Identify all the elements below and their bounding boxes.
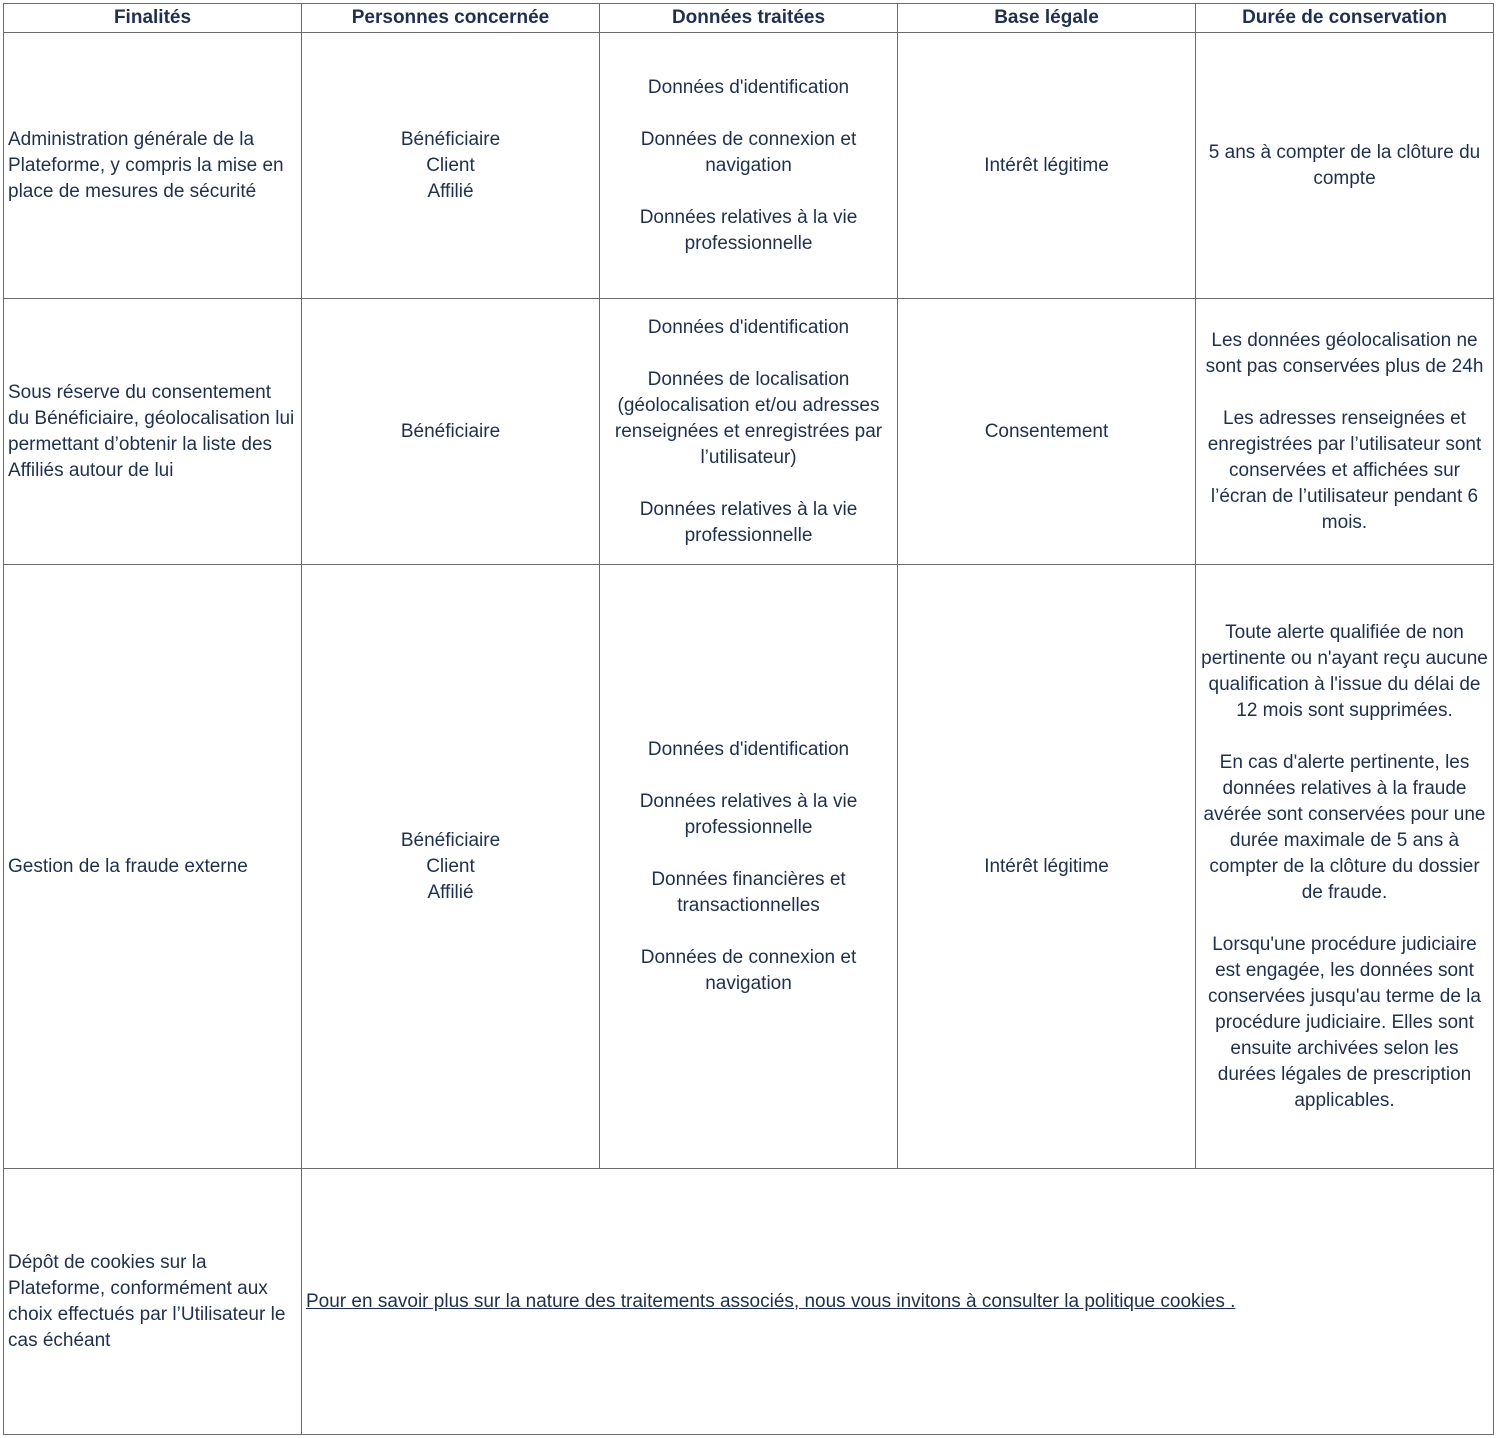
- cell-finalite: [4, 299, 302, 565]
- duree-item: Les données géolocalisation ne sont pas conservées plus de 24h: [1205, 329, 1484, 377]
- cell-base-legale: [898, 33, 1196, 299]
- donnee-item: Données financières et transactionnelles: [651, 868, 846, 916]
- donnee-item: Données relatives à la vie professionnelle: [639, 206, 858, 254]
- donnee-item: Données de connexion et navigation: [640, 946, 857, 994]
- donnee-item: Données de connexion et navigation: [640, 128, 857, 176]
- duree-item: Les adresses renseignées et enregistrées par l’utilisateur sont conservées et affichées sur l’écran de l’utilisateur pendant 6 mois.: [1207, 407, 1482, 533]
- base-legale-text: Consentement: [984, 420, 1109, 442]
- personne-item: Bénéficiaire: [400, 420, 501, 442]
- table-header-row: [4, 4, 1494, 33]
- personne-item: Client: [426, 154, 475, 176]
- finalite-text: Administration générale de la Plateforme, y compris la mise en place de mesures de sécurité: [8, 128, 284, 202]
- cell-donnees: [600, 299, 898, 565]
- duree-item: 5 ans à compter de la clôture du compte: [1208, 141, 1481, 189]
- donnee-item: Données relatives à la vie professionnelle: [639, 498, 858, 546]
- cell-finalite: [4, 1169, 302, 1435]
- finalite-text: Gestion de la fraude externe: [8, 855, 248, 877]
- personne-item: Affilié: [427, 180, 474, 202]
- header-base-legale: Base légale: [898, 4, 1196, 33]
- table-row: [4, 299, 1494, 565]
- donnee-item: Données relatives à la vie professionnelle: [639, 790, 858, 838]
- duree-item: En cas d'alerte pertinente, les données relatives à la fraude avérée sont conservées pour une durée maximale de 5 ans à compter de la clôture du dossier de fraude.: [1203, 751, 1486, 903]
- cell-duree: [1196, 299, 1494, 565]
- table-row: [4, 565, 1494, 1169]
- header-donnees: Données traitées: [600, 4, 898, 33]
- personne-item: Bénéficiaire: [400, 128, 501, 150]
- cookie-policy-link[interactable]: Pour en savoir plus sur la nature des traitements associés, nous vous invitons à consulter la politique cookies .: [306, 1290, 1236, 1312]
- cell-personnes: [302, 33, 600, 299]
- cell-duree: [1196, 565, 1494, 1169]
- cell-base-legale: [898, 299, 1196, 565]
- cell-base-legale: [898, 565, 1196, 1169]
- finalite-text: Dépôt de cookies sur la Plateforme, conformément aux choix effectués par l’Utilisateur le cas échéant: [8, 1251, 286, 1351]
- donnee-item: Données d'identification: [647, 738, 850, 760]
- duree-item: Toute alerte qualifiée de non pertinente ou n'ayant reçu aucune qualification à l'issue du délai de 12 mois sont supprimées.: [1201, 621, 1488, 721]
- personne-item: Affilié: [427, 881, 474, 903]
- cell-personnes: [302, 299, 600, 565]
- cell-duree: [1196, 33, 1494, 299]
- cell-finalite: [4, 565, 302, 1169]
- personne-item: Client: [426, 855, 475, 877]
- cell-personnes: [302, 565, 600, 1169]
- cell-finalite: [4, 33, 302, 299]
- donnee-item: Données de localisation (géolocalisation et/ou adresses renseignées et enregistrées par l’utilisateur): [614, 368, 883, 468]
- cell-cookies-info: [302, 1169, 1494, 1435]
- header-personnes: Personnes concernée: [302, 4, 600, 33]
- finalite-text: Sous réserve du consentement du Bénéficiaire, géolocalisation lui permettant d’obtenir la liste des Affiliés autour de lui: [8, 381, 295, 481]
- base-legale-text: Intérêt légitime: [984, 154, 1109, 176]
- table-row: [4, 1169, 1494, 1435]
- base-legale-text: Intérêt légitime: [984, 855, 1109, 877]
- duree-item: Lorsqu'une procédure judiciaire est engagée, les données sont conservées jusqu'au terme de la procédure judiciaire. Elles sont ensuite archivées selon les durées légales de prescription applicables.: [1208, 933, 1481, 1111]
- cell-donnees: [600, 565, 898, 1169]
- table-row: [4, 33, 1494, 299]
- data-processing-table: [3, 3, 1494, 1435]
- donnee-item: Données d'identification: [647, 316, 850, 338]
- header-duree: Durée de conservation: [1196, 4, 1494, 33]
- cell-donnees: [600, 33, 898, 299]
- personne-item: Bénéficiaire: [400, 829, 501, 851]
- donnee-item: Données d'identification: [647, 76, 850, 98]
- header-finalites: Finalités: [4, 4, 302, 33]
